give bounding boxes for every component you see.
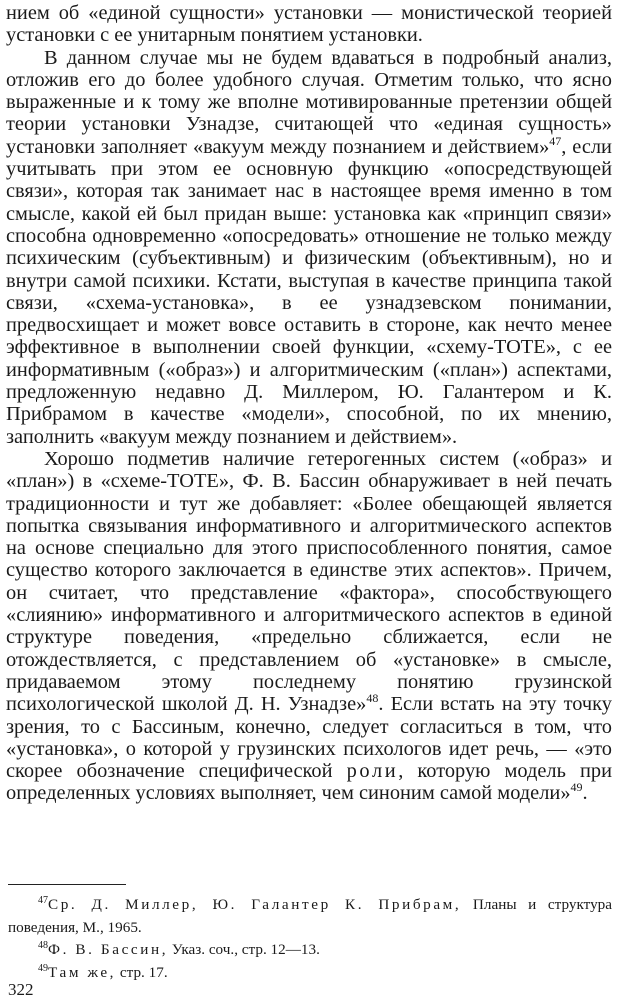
footnote-number: 47 bbox=[38, 894, 48, 906]
footnote-author: Ср. Д. Миллер, Ю. Галантер К. Прибрам, bbox=[48, 896, 462, 913]
footnote-author: Там же, bbox=[48, 963, 117, 981]
footnote-49 bbox=[8, 962, 612, 985]
emphasis-text: роли bbox=[346, 760, 399, 783]
main-text bbox=[6, 2, 612, 805]
paragraph-text: , если учитывать при этом ее основную функцию «опосредствующей связи», которая так занимает нас в настоящее время именно в том смысле, какой ей был придан выше: установка как «принцип связи» способна одновременно «опосредовать» отношение не только между психическим (субъективным) и физическим (объективным), но и внутри самой психики. Кстати, выступая в качестве принципа такой связи, «схема-установка», в ее узнадзевском понимании, предвосхищает и может вовсе оставить в стороне, как нечто менее эффективное в выполнении своей функции, «схему-ТОТЕ», с ее информативным («образ») и алгоритмическим («план») аспектами, предложенную недавно Д. Миллером, Ю. Галантером и К. Прибрамом в качестве «модели», способной, по их мнению, заполнить «вакуум между познанием и действием». bbox=[6, 135, 612, 448]
footnote-47 bbox=[8, 894, 612, 939]
paragraph-continuation bbox=[6, 2, 612, 47]
footnote-divider bbox=[8, 884, 126, 885]
footnote-author: Ф. В. Бассин, bbox=[48, 941, 169, 958]
paragraph bbox=[6, 47, 612, 448]
paragraph-text: . Если встать на эту точку зрения, то с Бассиным, конечно, следует согласиться в том, что «установка», о которой у грузинских психологов идет речь, — «это скорее обозначение специфической bbox=[6, 693, 612, 783]
footnote-ref[interactable]: 49 bbox=[570, 780, 583, 795]
footnote-title: Планы и структура поведения, М., 1965. bbox=[8, 896, 612, 936]
footnote-48 bbox=[8, 939, 612, 962]
paragraph-text: Хорошо подметив наличие гетерогенных систем («образ» и «план») в «схеме-ТОТЕ», Ф. В. Бассин обнаруживает в ней печать традиционности и тут же добавляет: «Более обещающей является попытка связывания информативного и алгоритмического аспектов на основе специально для этого приспособленного понятия, самое существо которого заключается в единстве этих аспектов». Причем, он считает, что представление «фактора», способствующего «слиянию» информативного и алгоритмического аспектов в единой структуре поведения, «предельно сближается, если не отождествляется, с представлением об «установке» в смысле, придаваемом этому последнему понятию грузинской психологической школой Д. Н. Узнадзе» bbox=[6, 447, 612, 716]
paragraph-text: нием об «единой сущности» установки — монистической теорией установки с ее унитарным понятием установки. bbox=[6, 2, 612, 47]
footnote-ref[interactable]: 47 bbox=[549, 133, 562, 148]
paragraph bbox=[6, 448, 612, 805]
footnote-ref[interactable]: 48 bbox=[366, 691, 379, 706]
page-number: 322 bbox=[8, 980, 34, 999]
footnote-number: 49 bbox=[38, 962, 48, 974]
paragraph-text: В данном случае мы не будем вдаваться в подробный анализ, отложив его до более удобного случая. Отметим только, что ясно выраженные и к тому же вполне мотивированные претензии общей теории установки Узнадзе, считающей что «единая сущность» установки заполняет «вакуум между познанием и действием» bbox=[6, 46, 612, 158]
paragraph-text: , которую модель при определенных условиях выполняет, чем синоним самой модели» bbox=[6, 760, 613, 805]
footnote-ref-text: стр. 17. bbox=[119, 963, 168, 981]
footnotes bbox=[8, 894, 612, 984]
footnote-ref-text: Указ. соч., стр. 12—13. bbox=[171, 941, 320, 958]
footnote-number: 48 bbox=[38, 939, 48, 951]
paragraph-text: . bbox=[582, 782, 588, 805]
